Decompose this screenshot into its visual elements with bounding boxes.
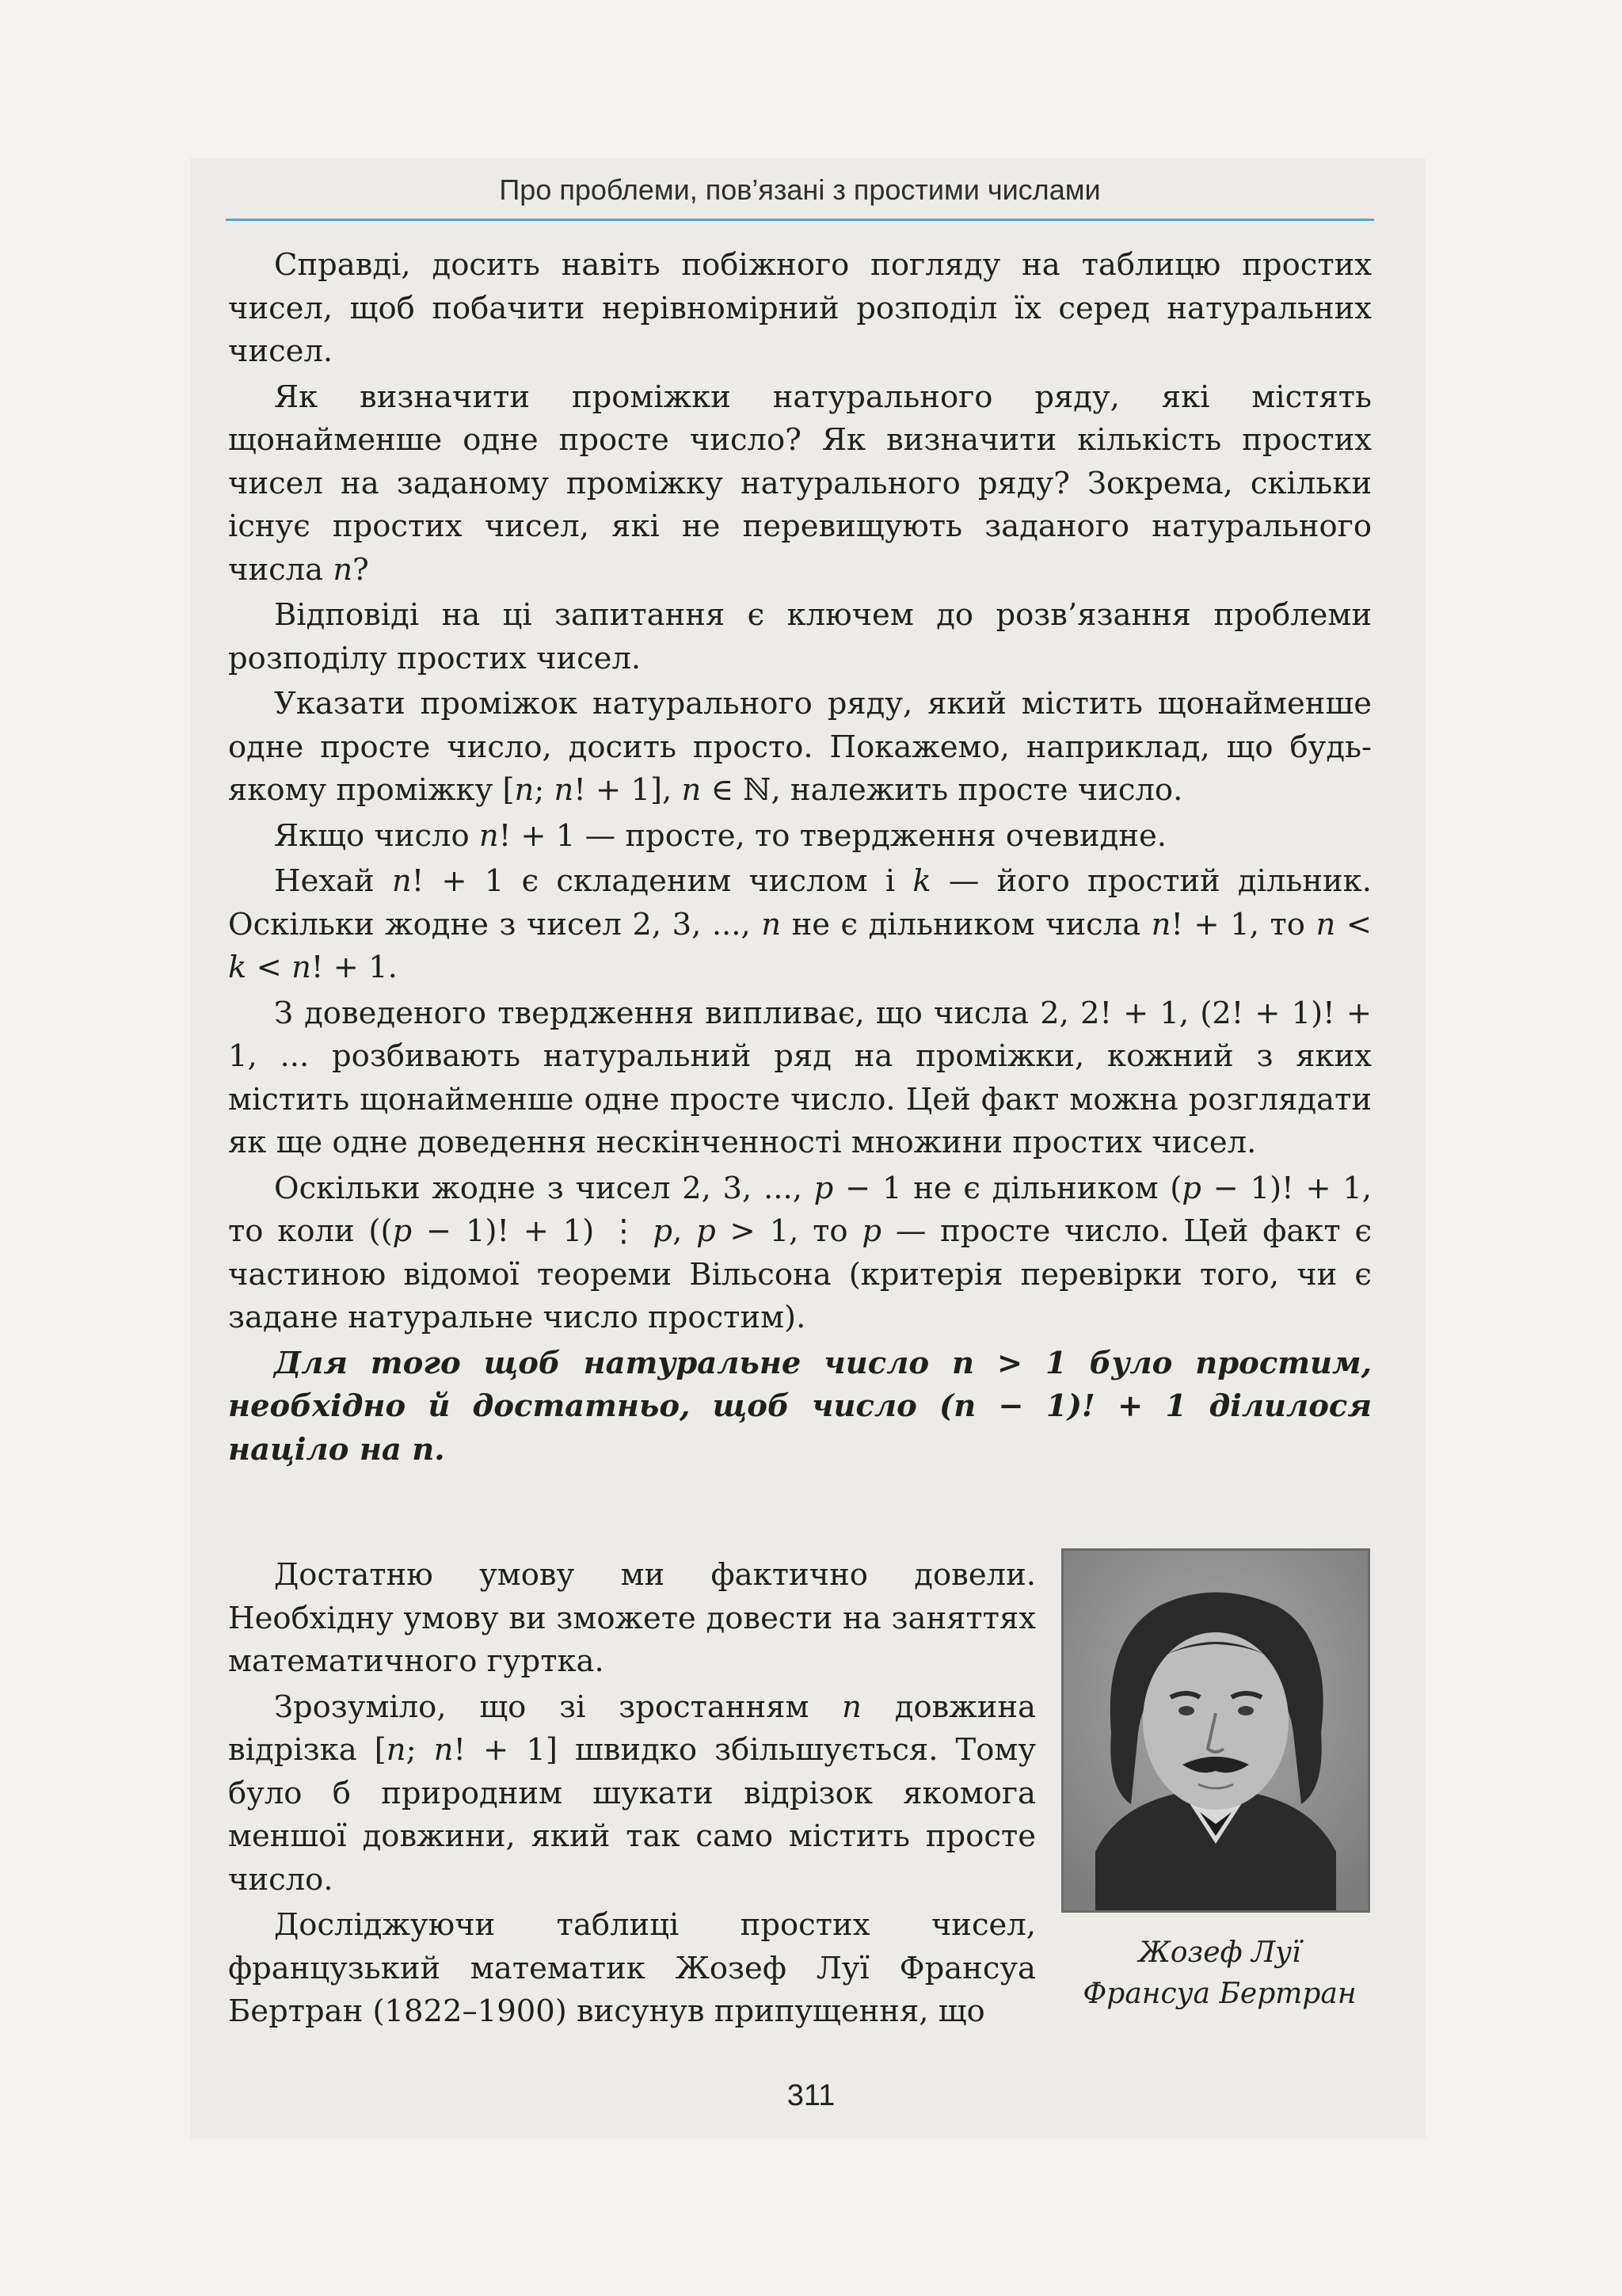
paragraph-10: Зрозуміло, що зі зростанням n довжина відрізка [n; n! + 1] швидко збільшується. Тому було б природним шукати відрізок якомога меншої довжини, який так само містить просте число.: [228, 1689, 1036, 1898]
theorem-statement: Для того щоб натуральне число n > 1 було простим, необхідно й достатньо, щоб число (n − 1)! + 1 ділилося націло на n.: [228, 1345, 1372, 1468]
paragraph-3: Відповіді на ці запитання є ключем до розв’язання проблеми розподілу простих чисел.: [228, 597, 1372, 676]
var-n: n: [1315, 906, 1336, 942]
running-header: Про проблеми, пов’язані з простими числами: [499, 173, 1101, 206]
var-n: n: [386, 1732, 406, 1768]
paragraph-4: Указати проміжок натурального ряду, який містить щонайменше одне просте число, досить просто. Покажемо, наприклад, що будь-якому проміжку [n; n! + 1], n ∈ ℕ, належить просте число.: [228, 686, 1372, 808]
var-n: n: [1151, 906, 1171, 942]
var-p: p: [813, 1170, 834, 1206]
var-p: p: [392, 1213, 413, 1249]
paragraph-8: Оскільки жодне з чисел 2, 3, ..., p − 1 не є дільником (p − 1)! + 1, то коли ((p − 1)! + 1) ⋮ p, p > 1, то p — просте число. Цей факт є частиною відомої теореми Вільсона (критерія перевірки того, чи є задане натуральне число простим).: [228, 1170, 1373, 1335]
var-p: p: [1182, 1170, 1201, 1206]
var-n: n: [761, 906, 782, 942]
portrait-illustration: [1064, 1551, 1368, 1910]
var-n: n: [514, 772, 535, 808]
paragraph-9: Достатню умову ми фактично довели. Необхідну умову ви зможете довести на заняттях математичного гуртка.: [228, 1557, 1036, 1679]
paragraph-1: Справді, досить навіть побіжного погляду на таблицю простих чисел, щоб побачити нерівномірний розподіл їх серед натуральних чисел.: [228, 247, 1372, 369]
var-k: k: [912, 863, 931, 899]
var-n: n: [842, 1689, 862, 1725]
var-n: n: [391, 863, 412, 899]
portrait-caption: Жозеф Луї Франсуа Бертран: [1083, 1936, 1357, 2010]
main-text: [228, 244, 1372, 1474]
var-n: n: [554, 772, 574, 808]
lower-text: [228, 1554, 1036, 2036]
header-rule: [226, 219, 1374, 221]
var-k: k: [228, 950, 247, 985]
var-p: p: [862, 1213, 882, 1249]
paragraph-2: Як визначити проміжки натурального ряду, які містять щонайменше одне просте число? Як визначити кількість простих чисел на заданому проміжку натурального ряду? Зокрема, скільки існує простих чисел, які не перевищують заданого натурального числа n?: [228, 379, 1372, 588]
paragraph-6: Нехай n! + 1 є складеним числом і k — його простий дільник. Оскільки жодне з чисел 2, 3, ..., n не є дільником числа n! + 1, то n < k < n! + 1.: [228, 863, 1373, 985]
paragraph-5: Якщо число n! + 1 — просте, то твердження очевидне.: [274, 817, 1167, 854]
var-p: p: [653, 1213, 673, 1249]
paragraph-11: Досліджуючи таблиці простих чисел, французький математик Жозеф Луї Франсуа Бертран (1822–1900) висунув припущення, що: [228, 1907, 1036, 2029]
var-p: p: [696, 1213, 716, 1249]
var-n: n: [333, 551, 353, 588]
var-n: n: [478, 817, 499, 854]
var-n: n: [433, 1732, 454, 1768]
var-n: n: [291, 950, 311, 985]
var-n: n: [681, 772, 702, 808]
portrait-image: [1061, 1548, 1370, 1913]
paragraph-7: З доведеного твердження випливає, що числа 2, 2! + 1, (2! + 1)! + 1, ... розбивають натуральний ряд на проміжки, кожний з яких містить щонайменше одне просте число. Цей факт можна розглядати як ще одне доведення нескінченності множини простих чисел.: [228, 995, 1372, 1160]
page-number: 311: [786, 2079, 836, 2112]
